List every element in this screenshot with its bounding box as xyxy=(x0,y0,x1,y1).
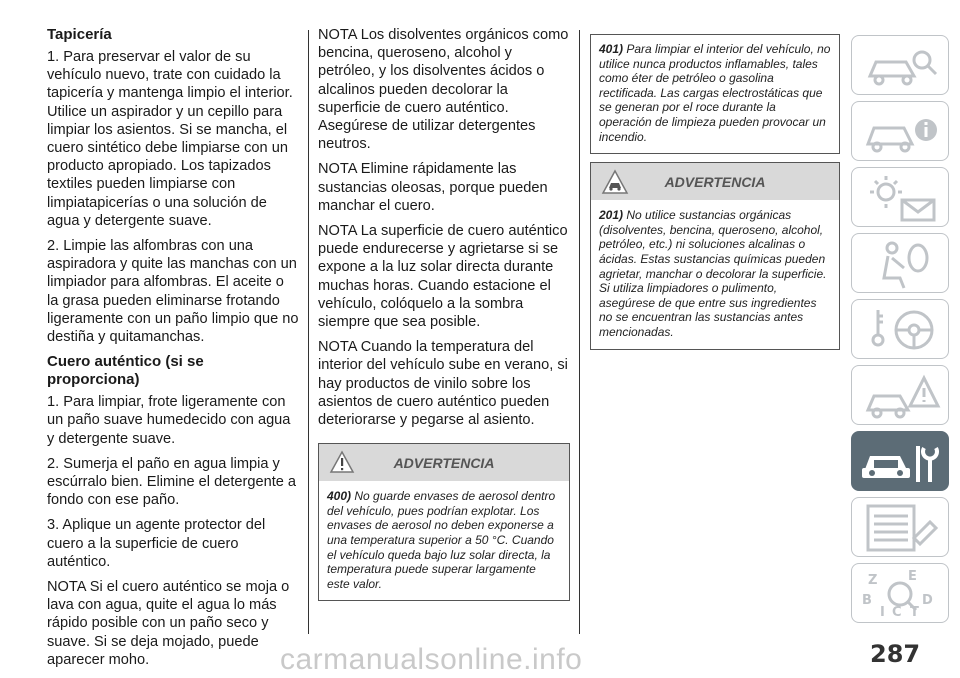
chapter-tile-spec-list[interactable] xyxy=(851,497,949,557)
car-info-icon xyxy=(852,102,950,162)
section-heading-genuine-leather: Cuero auténtico (si se proporciona) xyxy=(47,353,204,389)
chapter-tile-car-info[interactable] xyxy=(851,101,949,161)
paragraph: 3. Aplique un agente protector del cuero a la superficie de cuero auténtico. xyxy=(47,517,266,570)
chapter-tile-car-search[interactable] xyxy=(851,35,949,95)
warning-car-icon xyxy=(601,169,629,199)
airbag-person-icon xyxy=(852,234,950,294)
note-paragraph: NOTA Los disolventes orgánicos como bencina, queroseno, alcohol y petróleo, y los disolventes ácidos o alcalinos pueden decolorar la superficie de cuero auténtico. Asegúrese de utilizar detergentes neutros. xyxy=(318,27,569,153)
chapter-tile-steering-key[interactable] xyxy=(851,299,949,359)
column-divider xyxy=(308,30,309,634)
column-divider xyxy=(579,30,580,634)
column-middle xyxy=(318,26,570,601)
svg-text:C: C xyxy=(892,605,902,620)
car-search-icon xyxy=(852,36,950,96)
lights-message-icon xyxy=(852,168,950,228)
chapter-tile-lights-message[interactable] xyxy=(851,167,949,227)
warning-body: No guarde envases de aerosol dentro del vehículo, pues podrían explotar. Los envases de aerosol no deben exponerse a una temperatura superior a 50 °C. Cuando el vehículo queda bajo luz solar directa, la temperatura puede superar largamente este valor. xyxy=(327,489,556,591)
warning-header xyxy=(591,163,839,200)
warning-body: Para limpiar el interior del vehículo, no utilice nunca productos inflamables, tales como éter de petróleo o gasolina rectificada. Las cargas electrostáticas que se generan por el roce durante la operación de limpieza pueden provocar un incendio. xyxy=(599,42,831,144)
svg-text:E: E xyxy=(908,569,917,584)
column-left xyxy=(47,26,299,676)
chapter-tile-alphabet-index[interactable] xyxy=(851,563,949,623)
svg-text:T: T xyxy=(910,605,919,620)
warning-number: 201) xyxy=(599,208,624,223)
paragraph: 1. Para limpiar, frote ligeramente con un paño suave humedecido con agua y detergente suave. xyxy=(47,394,291,447)
warning-number: 401) xyxy=(599,42,624,56)
warning-number: 400) xyxy=(327,489,352,504)
note-paragraph: NOTA Cuando la temperatura del interior del vehículo sube en verano, si hay productos de vinilo sobre los asientos de cuero auténtico pueden deteriorarse y pegarse al asiento. xyxy=(318,339,568,429)
warning-body: No utilice sustancias orgánicas (disolventes, bencina, queroseno, alcohol, petróleo, etc.) ni soluciones alcalinas o ácidas. Estas sustancias químicas pueden agrietar, manchar o decolorar la superficie. Si utiliza limpiadores o pulimento, asegúrese de que entre sus ingredientes no se encuentran las sustancias antes mencionadas. xyxy=(599,208,827,339)
chapter-tile-car-warning[interactable] xyxy=(851,365,949,425)
warning-title: ADVERTENCIA xyxy=(664,173,766,190)
svg-text:I: I xyxy=(880,605,885,620)
chapter-tile-car-wrench[interactable] xyxy=(851,431,949,491)
paragraph: 1. Para preservar el valor de su vehículo nuevo, trate con cuidado la tapicería y mantenga limpio el interior. Utilice un aspirador y un cepillo para limpiar los asientos. Si se mancha, el cuero sintético debe limpiarse con un producto apropiado. Los tapizados textiles pueden limpiarse con limpiatapicerías o una solución de agua y detergente suave. xyxy=(47,49,293,229)
column-right xyxy=(590,26,840,350)
car-warning-icon xyxy=(852,366,950,426)
note-paragraph: NOTA Elimine rápidamente las sustancias oleosas, porque pueden manchar el cuero. xyxy=(318,161,548,214)
chapter-tile-airbag[interactable] xyxy=(851,233,949,293)
warning-text xyxy=(591,35,839,153)
warning-title: ADVERTENCIA xyxy=(393,454,495,471)
steering-key-icon xyxy=(852,300,950,360)
warning-box xyxy=(318,443,570,601)
car-wrench-icon xyxy=(852,432,950,492)
chapter-sidebar xyxy=(851,35,957,629)
watermark: carmanualsonline.info xyxy=(280,643,583,676)
note-paragraph: NOTA Si el cuero auténtico se moja o lava con agua, quite el agua lo más rápido posible con un paño seco y suave. Si se deja mojado, puede aparecer moho. xyxy=(47,579,290,668)
paragraph: 2. Sumerja el paño en agua limpia y escúrralo bien. Elimine el detergente a fondo con ese paño. xyxy=(47,455,297,509)
svg-text:Z: Z xyxy=(868,573,878,588)
paragraph: 2. Limpie las alfombras con una aspiradora y quite las manchas con un limpiador para alfombras. El aceite o la grasa pueden eliminarse frotando ligeramente con un paño limpio que no destiña y quitamanchas. xyxy=(47,238,299,346)
warning-text xyxy=(319,481,569,600)
svg-text:D: D xyxy=(922,593,933,608)
alphabet-index-icon xyxy=(852,564,950,624)
spec-list-icon xyxy=(852,498,950,558)
warning-triangle-icon xyxy=(329,450,355,478)
page-number: 287 xyxy=(870,640,921,668)
note-paragraph: NOTA La superficie de cuero auténtico puede endurecerse y agrietarse si se expone a la luz solar directa durante muchas horas. Cuando estacione el vehículo, colóquelo a la sombra siempre que sea posible. xyxy=(318,223,568,331)
section-heading-upholstery: Tapicería xyxy=(47,26,112,43)
warning-header xyxy=(319,444,569,481)
svg-text:B: B xyxy=(862,593,872,608)
warning-box xyxy=(590,162,840,349)
warning-text xyxy=(591,200,839,348)
warning-box-continued xyxy=(590,34,840,154)
